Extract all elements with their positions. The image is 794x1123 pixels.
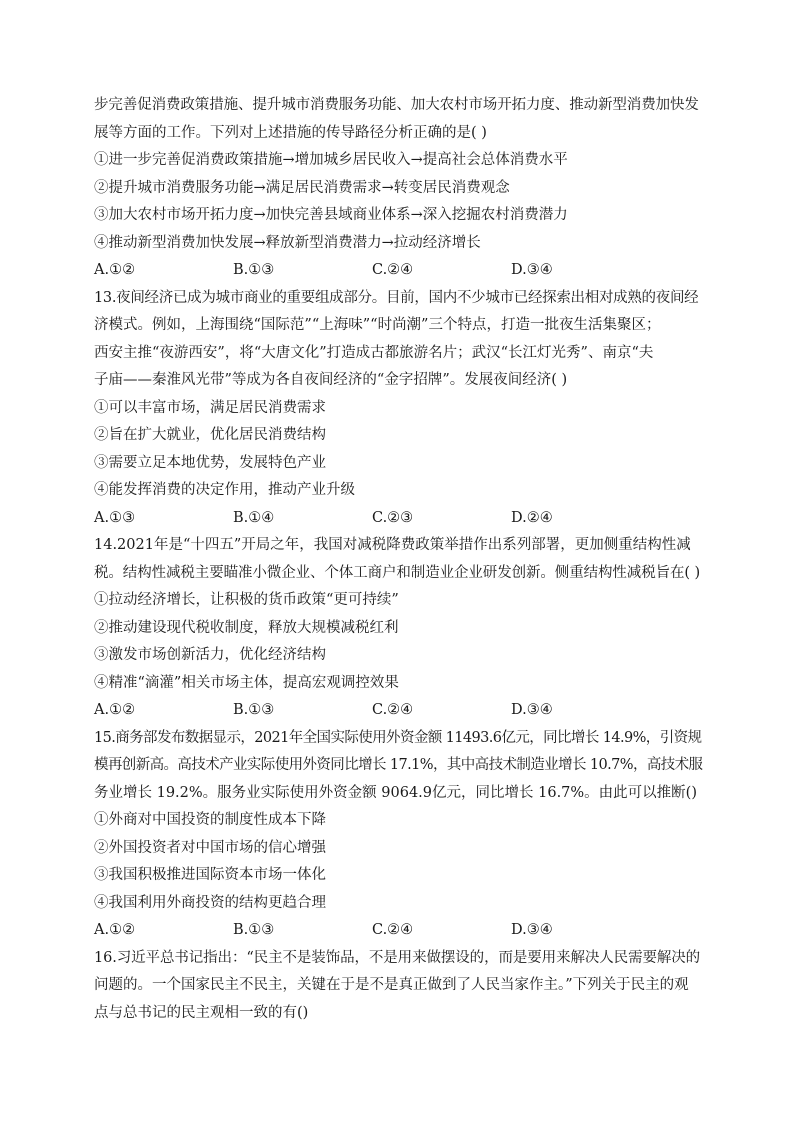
answer-choices [94,505,702,533]
question-12 [94,92,702,285]
question-stem-line: 西安主推“夜游西安”，将“大唐文化”打造成古都旅游名片；武汉“长江灯光秀”、南京“夫 [94,344,654,361]
choice-c: C.②③ [372,509,414,526]
question-stem-line: 模再创新高。高技术产业实际使用外资同比增长 17.1%，其中高技术制造业增长 10.7%，高技术服 [94,757,703,773]
option-statement: ④精准“滴灌”相关市场主体，提高宏观调控效果 [94,674,399,691]
option-statement: ③我国积极推进国际资本市场一体化 [94,867,326,883]
option-statement: ③需要立足本地优势，发展特色产业 [94,454,326,471]
question-stem-line: 15.商务部发布数据显示，2021年全国实际使用外资金额 11493.6亿元，同比增长 14.9%，引资规 [94,729,702,746]
question-stem-line: 务业增长 19.2%。服务业实际使用外资金额 9064.9亿元，同比增长 16.7%。由此可以推断() [94,784,698,801]
page-content [94,92,702,1027]
option-statement: ②外国投资者对中国市场的信心增强 [94,839,326,856]
question-stem-line: 子庙——秦淮风光带”等成为各自夜间经济的“金字招牌”。发展夜间经济( ) [94,372,568,388]
choice-c: C.②④ [372,922,414,938]
answer-choices [94,697,702,725]
option-statement: ①外商对中国投资的制度性成本下降 [94,812,326,828]
option-statement: ①可以丰富市场，满足居民消费需求 [94,399,326,416]
question-stem-line: 问题的。一个国家民主不民主，关键在于是不是真正做到了人民当家作主。”下列关于民主的观 [94,977,689,993]
answer-choices [94,257,702,285]
question-stem-line: 济模式。例如，上海围绕“国际范”“上海味”“时尚潮”三个特点，打造一批夜生活集聚区； [94,317,661,333]
option-statement: ④推动新型消费加快发展→释放新型消费潜力→拉动经济增长 [94,234,481,251]
option-statement: ②推动建设现代税收制度，释放大规模减税红利 [94,619,399,636]
option-statement: ④能发挥消费的决定作用，推动产业升级 [94,482,355,498]
choice-d: D.③④ [511,702,553,718]
option-statement: ①进一步完善促消费政策措施→增加城乡居民收入→提高社会总体消费水平 [94,152,568,168]
choice-a: A.①② [94,922,136,938]
question-stem-line: 步完善促消费政策措施、提升城市消费服务功能、加大农村市场开拓力度、推动新型消费加快发 [94,97,699,113]
question-stem-line: 13.夜间经济已成为城市商业的重要组成部分。目前，国内不少城市已经探索出相对成熟的夜间经 [94,289,699,306]
choice-d: D.③④ [511,262,553,278]
choice-b: B.①③ [233,702,275,718]
option-statement: ②提升城市消费服务功能→满足居民消费需求→转变居民消费观念 [94,179,510,196]
question-stem-line: 16.习近平总书记指出：“民主不是装饰品，不是用来做摆设的，而是要用来解决人民需要解决的 [94,949,701,966]
option-statement: ③激发市场创新活力，优化经济结构 [94,647,326,663]
option-statement: ①拉动经济增长，让积极的货币政策“更可持续” [94,592,399,608]
choice-d: D.③④ [511,922,553,938]
choice-b: B.①③ [233,922,275,938]
choice-c: C.②④ [372,262,414,278]
question-14 [94,532,702,725]
choice-a: A.①③ [94,509,136,526]
choice-a: A.①② [94,262,136,278]
option-statement: ②旨在扩大就业，优化居民消费结构 [94,427,326,443]
choice-c: C.②④ [372,702,414,718]
choice-b: B.①④ [233,509,275,526]
question-15 [94,725,702,945]
answer-choices [94,917,702,945]
choice-d: D.②④ [511,509,553,526]
question-stem-line: 14.2021年是“十四五”开局之年，我国对减税降费政策举措作出系列部署，更加侧重结构性减 [94,537,691,553]
question-13 [94,285,702,533]
option-statement: ③加大农村市场开拓力度→加快完善县域商业体系→深入挖掘农村消费潜力 [94,207,568,223]
choice-a: A.①② [94,702,136,718]
question-stem-line: 点与总书记的民主观相一致的有() [94,1004,309,1021]
question-stem-line: 展等方面的工作。下列对上述措施的传导路径分析正确的是( ) [94,124,487,141]
option-statement: ④我国利用外商投资的结构更趋合理 [94,894,326,911]
question-stem-line: 税。结构性减税主要瞄准小微企业、个体工商户和制造业企业研发创新。侧重结构性减税旨在( ) [94,564,701,581]
choice-b: B.①③ [233,262,275,278]
question-16 [94,945,702,1028]
